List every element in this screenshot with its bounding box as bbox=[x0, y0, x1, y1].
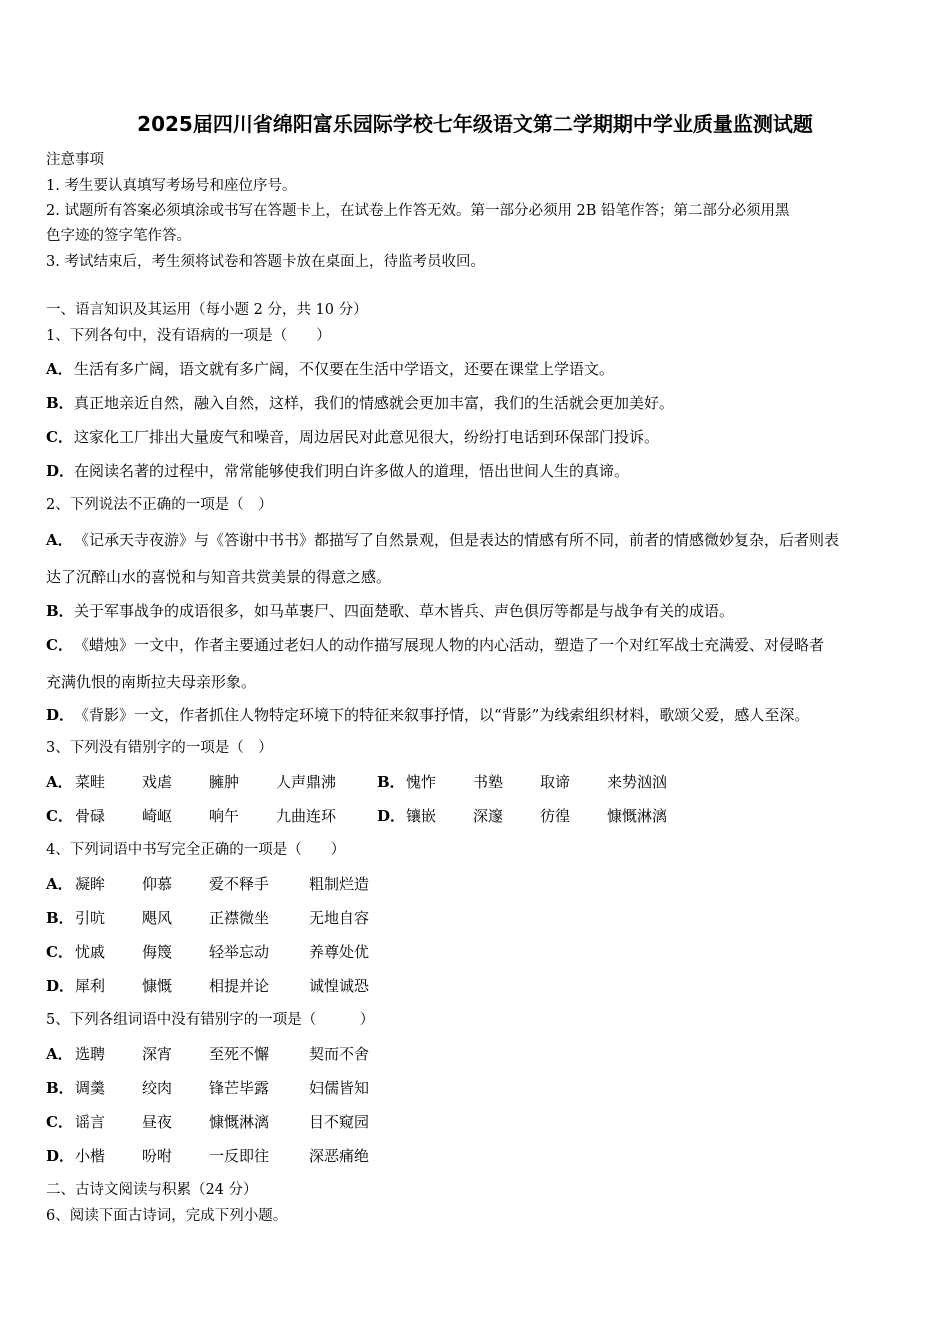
option-text: 《蜡烛》一文中，作者主要通过老妇人的动作描写展现人物的内心活动，塑造了一个对红军战士充满爱、对侵略者 bbox=[74, 636, 825, 654]
option-word: 妇儒皆知 bbox=[309, 1079, 370, 1097]
question-stem: 2、下列说法不正确的一项是（ ） bbox=[46, 497, 273, 513]
option-word: 愧怍 bbox=[406, 773, 437, 791]
option-label: C． bbox=[46, 428, 73, 446]
option-text: 这家化工厂排出大量废气和噪音，周边居民对此意见很大，纷纷打电话到环保部门投诉。 bbox=[74, 428, 660, 446]
option-word: 吩咐 bbox=[142, 1147, 173, 1165]
option-word: 臃肿 bbox=[209, 773, 240, 791]
option-text: 《记承天寺夜游》与《答谢中书书》都描写了自然景观，但是表达的情感有所不同，前者的情感微妙复杂，后者则表 bbox=[74, 531, 840, 549]
option-word: 戏虐 bbox=[142, 773, 173, 791]
question-stem: 1、下列各句中，没有语病的一项是（ ） bbox=[46, 328, 331, 344]
option-word: 昼夜 bbox=[142, 1113, 173, 1131]
option-text: 真正地亲近自然，融入自然，这样，我们的情感就会更加丰富，我们的生活就会更加美好。 bbox=[74, 394, 675, 412]
option-word: 取谛 bbox=[540, 773, 571, 791]
option-label: C． bbox=[46, 943, 73, 961]
option-word: 人声鼎沸 bbox=[276, 773, 337, 791]
option-word: 响午 bbox=[209, 807, 240, 825]
question-stem: 6、阅读下面古诗词，完成下列小题。 bbox=[46, 1208, 288, 1224]
option-label: B． bbox=[46, 909, 74, 927]
question-stem: 3、下列没有错别字的一项是（ ） bbox=[46, 740, 273, 756]
option-label: B． bbox=[46, 1079, 74, 1097]
option-label: C． bbox=[46, 807, 73, 825]
note-item: 色字迹的签字笔作答。 bbox=[46, 228, 191, 244]
option-word: 调羹 bbox=[75, 1079, 106, 1097]
option-label: D． bbox=[46, 1147, 75, 1165]
option-word: 深邃 bbox=[473, 807, 504, 825]
note-item: 2. 试题所有答案必须填涂或书写在答题卡上，在试卷上作答无效。第一部分必须用 2B 铅笔作答；第二部分必须用黑 bbox=[46, 203, 790, 219]
option-label: A． bbox=[46, 875, 73, 893]
option-word: 仰慕 bbox=[142, 875, 173, 893]
option-text: 生活有多广阔，语文就有多广阔，不仅要在生活中学语文，还要在课堂上学语文。 bbox=[74, 360, 615, 378]
option-word: 契而不舍 bbox=[309, 1045, 370, 1063]
option-word: 侮篾 bbox=[142, 943, 173, 961]
option-word: 九曲连环 bbox=[276, 807, 337, 825]
option-word: 书塾 bbox=[473, 773, 504, 791]
option-word: 犀利 bbox=[75, 977, 106, 995]
option-label: A． bbox=[46, 773, 73, 791]
option-label: A． bbox=[46, 1045, 73, 1063]
page-title: 2025届四川省绵阳富乐园际学校七年级语文第二学期期中学业质量监测试题 bbox=[137, 112, 813, 136]
option-word: 目不窥园 bbox=[309, 1113, 370, 1131]
option-word: 轻举忘动 bbox=[209, 943, 270, 961]
notes-heading: 注意事项 bbox=[46, 152, 104, 168]
option-word: 至死不懈 bbox=[209, 1045, 270, 1063]
option-word: 绞肉 bbox=[142, 1079, 173, 1097]
note-item: 3. 考试结束后，考生须将试卷和答题卡放在桌面上，待监考员收回。 bbox=[46, 254, 485, 270]
option-label: C． bbox=[46, 636, 73, 654]
option-text: 《背影》一文，作者抓住人物特定环境下的特征来叙事抒情，以“背影”为线索组织材料，歌颂父爱，感人至深。 bbox=[74, 706, 810, 724]
option-word: 谣言 bbox=[75, 1113, 106, 1131]
option-text: 在阅读名著的过程中，常常能够使我们明白许多做人的道理，悟出世间人生的真谛。 bbox=[74, 462, 630, 480]
option-word: 锋芒毕露 bbox=[209, 1079, 270, 1097]
option-word: 来势汹汹 bbox=[607, 773, 668, 791]
option-word: 粗制烂造 bbox=[309, 875, 370, 893]
option-label: B． bbox=[46, 602, 74, 620]
option-word: 崎岖 bbox=[142, 807, 173, 825]
option-word: 骨碌 bbox=[75, 807, 106, 825]
option-word: 无地自容 bbox=[309, 909, 370, 927]
option-text: 关于军事战争的成语很多，如马革裹尸、四面楚歌、草木皆兵、声色俱厉等都是与战争有关的成语。 bbox=[74, 602, 735, 620]
option-word: 爱不释手 bbox=[209, 875, 270, 893]
section-heading: 一、语言知识及其运用（每小题 2 分，共 10 分） bbox=[46, 302, 368, 318]
option-word: 彷徨 bbox=[540, 807, 571, 825]
option-label: A． bbox=[46, 531, 73, 549]
question-stem: 5、下列各组词语中没有错别字的一项是（ ） bbox=[46, 1012, 375, 1028]
option-text-continued: 充满仇恨的南斯拉夫母亲形象。 bbox=[46, 673, 257, 691]
option-word: 深恶痛绝 bbox=[309, 1147, 370, 1165]
option-label: B． bbox=[46, 394, 74, 412]
section-heading: 二、古诗文阅读与积累（24 分） bbox=[46, 1182, 258, 1198]
note-item: 1. 考生要认真填写考场号和座位序号。 bbox=[46, 178, 297, 194]
option-word: 慷慨 bbox=[142, 977, 173, 995]
option-text-continued: 达了沉醉山水的喜悦和与知音共赏美景的得意之感。 bbox=[46, 568, 392, 586]
option-word: 相提并论 bbox=[209, 977, 270, 995]
option-word: 慷慨淋漓 bbox=[607, 807, 668, 825]
option-word: 选聘 bbox=[75, 1045, 106, 1063]
option-word: 菜畦 bbox=[75, 773, 106, 791]
option-word: 正襟微坐 bbox=[209, 909, 270, 927]
option-label: D． bbox=[46, 706, 75, 724]
option-word: 慷慨淋漓 bbox=[209, 1113, 270, 1131]
option-word: 引吭 bbox=[75, 909, 106, 927]
option-label: B． bbox=[377, 773, 405, 791]
option-word: 养尊处优 bbox=[309, 943, 370, 961]
option-word: 深宵 bbox=[142, 1045, 173, 1063]
option-word: 诚惶诚恐 bbox=[309, 977, 370, 995]
option-word: 凝眸 bbox=[75, 875, 106, 893]
option-word: 小楷 bbox=[75, 1147, 106, 1165]
option-label: D． bbox=[46, 462, 75, 480]
option-word: 忧戚 bbox=[75, 943, 106, 961]
option-label: A． bbox=[46, 360, 73, 378]
option-word: 镶嵌 bbox=[406, 807, 437, 825]
option-word: 飓风 bbox=[142, 909, 173, 927]
option-label: D． bbox=[46, 977, 75, 995]
option-label: C． bbox=[46, 1113, 73, 1131]
option-label: D． bbox=[377, 807, 406, 825]
question-stem: 4、下列词语中书写完全正确的一项是（ ） bbox=[46, 842, 346, 858]
option-word: 一反即往 bbox=[209, 1147, 270, 1165]
